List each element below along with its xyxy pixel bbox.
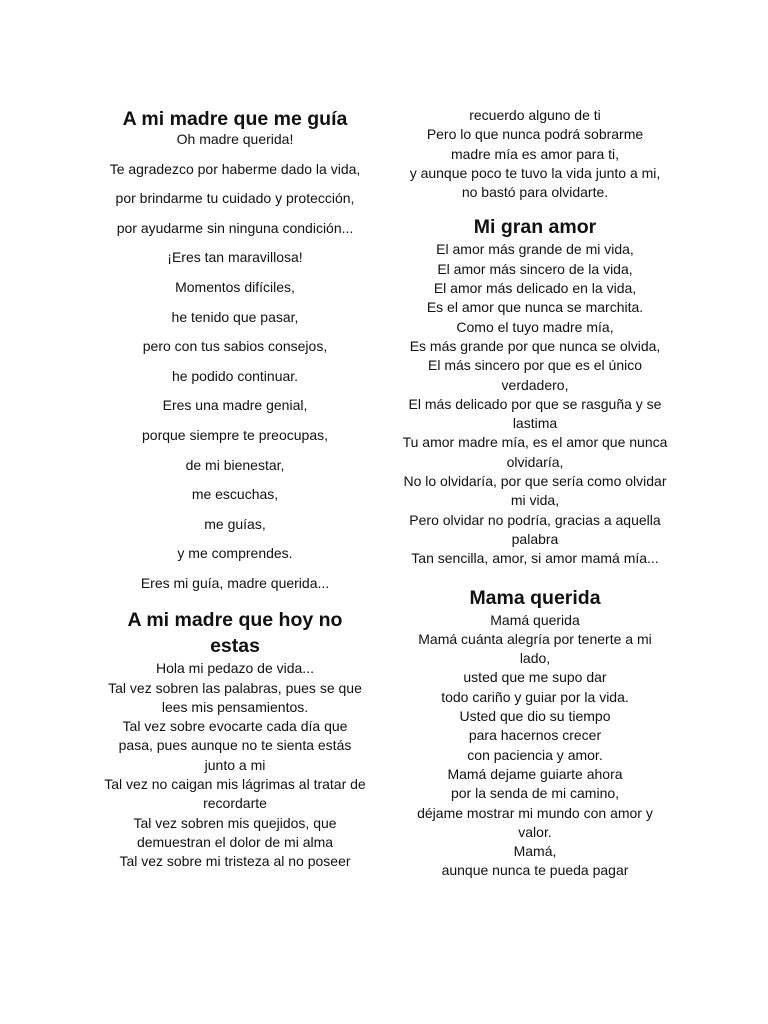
poem-a-mi-madre-que-hoy-no-estas (104, 607, 366, 871)
poem-mama-querida (402, 585, 668, 881)
poem-line: porque siempre te preocupas, (142, 426, 328, 443)
poem-line: déjame mostrar mi mundo con amor y valor. (417, 804, 653, 840)
poem-line: Mamá cuánta alegría por tenerte a mi lado, (418, 630, 652, 667)
poem-line: por ayudarme sin ninguna condición... (116, 219, 354, 236)
poem-line: Es el amor que nunca se marchita. (426, 299, 644, 316)
poem-line: Hola mi pedazo de vida... (156, 660, 314, 677)
poem-a-mi-madre-que-me-guia (104, 106, 366, 593)
poem-line: por la senda de mi camino, (450, 785, 620, 802)
poem-line: El más sincero por que es el único verdadero, (428, 357, 642, 393)
poem-continuation (402, 106, 668, 202)
poem-line: por brindarme tu cuidado y protección, (115, 190, 355, 207)
poem-line: El amor más grande de mi vida, (436, 241, 634, 258)
poem-line: No lo olvidaría, por que sería como olvidar mi vida, (403, 473, 667, 509)
poem-line: aunque nunca te pueda pagar (441, 862, 629, 879)
poem-line: me escuchas, (191, 486, 279, 503)
poem-line: Tan sencilla, amor, si amor mamá mía... (411, 550, 659, 567)
right-column (402, 106, 668, 881)
poem-line: Pero lo que nunca podrá sobrarme (426, 126, 644, 143)
poem-line: madre mía es amor para ti, (450, 145, 620, 162)
poem-title: Mama querida (469, 586, 601, 609)
poem-line: Es más grande por que nunca se olvida, (409, 337, 661, 354)
poem-line: todo cariño y guiar por la vida. (441, 688, 629, 705)
poem-title: Mi gran amor (473, 216, 597, 239)
poem-line: Momentos difíciles, (175, 278, 295, 295)
poem-line: Tal vez no caigan mis lágrimas al tratar de recordarte (104, 775, 366, 812)
poem-line: El amor más sincero de la vida, (437, 260, 633, 277)
poem-line: Como el tuyo madre mía, (456, 318, 614, 335)
poem-line: Mamá querida (490, 611, 580, 628)
poem-line: El amor más delicado en la vida, (433, 280, 637, 297)
poem-line: Oh madre querida! (176, 131, 294, 147)
poem-line: Tal vez sobren las palabras, pues se que lees mis pensamientos. (108, 679, 362, 715)
poem-line: de mi bienestar, (185, 456, 285, 473)
poem-line: Usted que dio su tiempo (459, 708, 611, 725)
poem-line: para hacernos crecer (468, 727, 602, 744)
poem-mi-gran-amor (402, 214, 668, 568)
poem-line: usted que me supo dar (463, 669, 607, 686)
poem-line: Mamá dejame guiarte ahora (447, 765, 623, 782)
poem-line: y me comprendes. (177, 545, 293, 562)
poem-line: Pero olvidar no podría, gracias a aquella palabra (409, 511, 661, 547)
poem-line: y aunque poco te tuvo la vida junto a mi, no bastó para olvidarte. (409, 164, 661, 201)
poem-line: ¡Eres tan maravillosa! (167, 249, 303, 266)
poem-line: Tal vez sobre evocarte cada día que pasa, pues aunque no te sienta estás junto a mi (118, 718, 352, 773)
poem-title: A mi madre que me guía (122, 108, 348, 130)
poem-line: recuerdo alguno de ti (469, 107, 601, 123)
poem-line: pero con tus sabios consejos, (142, 338, 328, 355)
poem-line: he tenido que pasar, (171, 308, 299, 325)
poem-line: Tu amor madre mía, es el amor que nunca olvidaría, (402, 434, 668, 470)
poem-title: A mi madre que hoy no estas (127, 609, 343, 658)
poem-line: Eres una madre genial, (162, 397, 308, 414)
poem-line: Mamá, (513, 843, 557, 860)
poem-line: Tal vez sobre mi tristeza al no poseer (119, 853, 351, 870)
left-column (104, 106, 366, 871)
poem-line: me guías, (204, 515, 266, 532)
poem-line: Eres mi guía, madre querida... (140, 574, 330, 591)
poem-line: Tal vez sobren mis quejidos, que demuestran el dolor de mi alma (133, 814, 337, 850)
poem-line: El más delicado por que se rasguña y se lastima (408, 395, 662, 432)
poem-line: Te agradezco por haberme dado la vida, (109, 160, 361, 177)
poem-line: he podido continuar. (171, 367, 299, 384)
poem-line: con paciencia y amor. (467, 746, 603, 763)
